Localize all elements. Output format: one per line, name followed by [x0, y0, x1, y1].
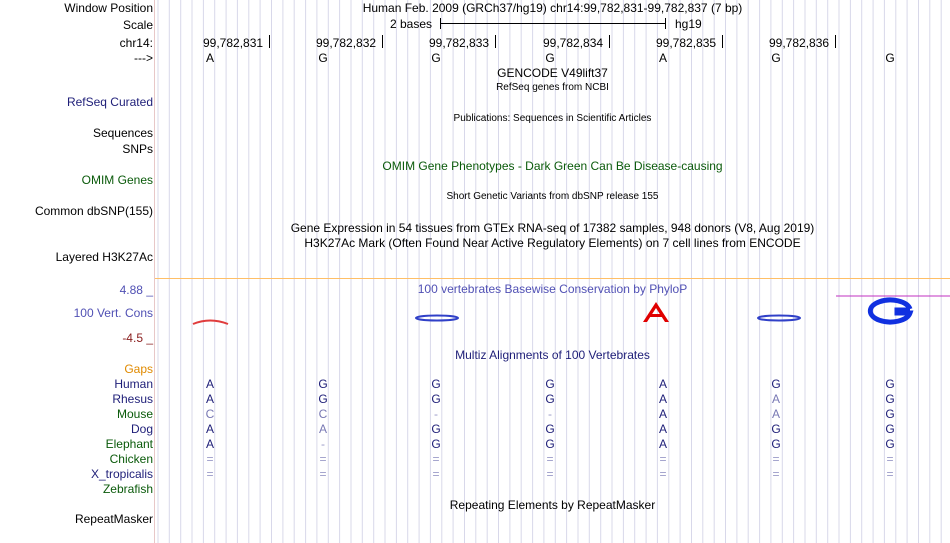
alignment-base: G [885, 422, 895, 436]
alignment-base: - [548, 407, 552, 421]
alignment-base: G [431, 422, 441, 436]
alignment-base: = [659, 452, 667, 466]
alignment-base: G [885, 407, 895, 421]
phylop-track-label[interactable]: 100 Vert. Cons [73, 306, 153, 320]
alignment-base: A [658, 392, 667, 406]
alignment-base: C [205, 407, 215, 421]
gtex-track-title[interactable]: Gene Expression in 54 tissues from GTEx RNA-seq of 17382 samples, 948 donors (V8, Aug 2019) [290, 221, 815, 235]
scale-assembly-text: hg19 [675, 17, 702, 31]
phylop-track-title[interactable]: 100 vertebrates Basewise Conservation by PhyloP [417, 282, 688, 296]
position-label: 99,782,836 [769, 36, 830, 50]
position-label: 99,782,831 [203, 36, 264, 50]
chrom-label: chr14: [119, 36, 153, 50]
omim-track-title[interactable]: OMIM Gene Phenotypes - Dark Green Can Be Disease-causing [382, 159, 723, 173]
alignment-base: C [318, 407, 328, 421]
alignment-base: A [205, 377, 214, 391]
omim-genes-label[interactable]: OMIM Genes [81, 173, 153, 187]
repeatmasker-label[interactable]: RepeatMasker [74, 512, 153, 526]
position-label: 99,782,833 [429, 36, 490, 50]
alignment-base: - [434, 407, 438, 421]
position-tick [495, 35, 496, 48]
alignment-base: G [545, 392, 555, 406]
phylop-base-a-high [643, 302, 669, 322]
alignment-base: A [318, 422, 327, 436]
base-letter: G [771, 51, 781, 65]
window-position-value: Human Feb. 2009 (GRCh37/hg19) chr14:99,782,831-99,782,837 (7 bp) [362, 1, 743, 15]
alignment-base: A [205, 422, 214, 436]
position-tick [609, 35, 610, 48]
species-label[interactable]: Zebrafish [102, 482, 153, 496]
alignment-base: G [545, 377, 555, 391]
alignment-base: G [431, 377, 441, 391]
alignment-base: A [771, 392, 780, 406]
species-label[interactable]: Dog [130, 422, 153, 436]
alignment-base: G [885, 392, 895, 406]
alignment-base: = [206, 467, 214, 481]
base-letter: A [658, 51, 667, 65]
phylop-max-value: 4.88 _ [119, 283, 153, 297]
alignment-base: A [205, 437, 214, 451]
phylop-logo [155, 285, 950, 325]
phylop-base-g-high [870, 300, 910, 322]
track-separator-line [155, 278, 950, 279]
alignment-base: = [886, 467, 894, 481]
alignment-base: - [321, 437, 325, 451]
position-tick [269, 35, 270, 48]
alignment-base: = [659, 467, 667, 481]
scale-bases-text: 2 bases [390, 17, 433, 31]
repeatmasker-track-title[interactable]: Repeating Elements by RepeatMasker [449, 498, 656, 512]
scale-bar-left-end [440, 18, 441, 29]
publications-track-title[interactable]: Publications: Sequences in Scientific Articles [453, 113, 652, 124]
alignment-base: G [431, 392, 441, 406]
scale-bar [440, 23, 666, 24]
alignment-base: A [658, 377, 667, 391]
alignment-base: G [771, 377, 781, 391]
alignment-base: = [772, 467, 780, 481]
alignment-base: G [771, 422, 781, 436]
alignment-base: A [205, 392, 214, 406]
position-label: 99,782,835 [656, 36, 717, 50]
base-letter: G [885, 51, 895, 65]
alignment-base: G [771, 437, 781, 451]
phylop-min-value: -4.5 _ [122, 331, 153, 345]
dbsnp-track-title[interactable]: Short Genetic Variants from dbSNP release 155 [446, 191, 659, 202]
scale-label: Scale [122, 18, 153, 32]
alignment-base: G [318, 392, 328, 406]
alignment-base: = [546, 452, 554, 466]
gencode-track-title[interactable]: GENCODE V49lift37 [497, 66, 608, 80]
alignment-base: = [319, 467, 327, 481]
alignment-base: A [658, 422, 667, 436]
species-label[interactable]: Rhesus [112, 392, 153, 406]
phylop-base-a-bar [650, 314, 662, 317]
refseq-curated-label[interactable]: RefSeq Curated [66, 95, 153, 109]
position-label: 99,782,832 [316, 36, 377, 50]
alignment-base: = [319, 452, 327, 466]
base-letter: G [318, 51, 328, 65]
sequences-label[interactable]: Sequences [92, 126, 153, 140]
species-label[interactable]: Chicken [109, 452, 153, 466]
position-tick [382, 35, 383, 48]
alignment-base: = [546, 467, 554, 481]
phylop-base-g-low [416, 316, 458, 321]
alignment-base: G [545, 422, 555, 436]
alignment-base: G [318, 377, 328, 391]
alignment-base: G [431, 437, 441, 451]
position-tick [835, 35, 836, 48]
alignment-base: G [885, 437, 895, 451]
alignment-base: = [772, 452, 780, 466]
alignment-base: G [885, 377, 895, 391]
h3k27ac-track-title[interactable]: H3K27Ac Mark (Often Found Near Active Regulatory Elements) on 7 cell lines from ENCODE [304, 236, 801, 250]
layered-h3k27ac-label[interactable]: Layered H3K27Ac [55, 250, 153, 264]
species-label[interactable]: Human [114, 377, 153, 391]
species-label[interactable]: Mouse [116, 407, 153, 421]
alignment-base: = [432, 467, 440, 481]
gaps-label[interactable]: Gaps [124, 362, 153, 376]
alignment-base: = [886, 452, 894, 466]
position-label: 99,782,834 [543, 36, 604, 50]
refseq-track-subtitle[interactable]: RefSeq genes from NCBI [496, 82, 609, 93]
alignment-base: G [545, 437, 555, 451]
position-tick [722, 35, 723, 48]
alignment-base: = [432, 452, 440, 466]
alignment-base: A [771, 407, 780, 421]
species-label[interactable]: X_tropicalis [90, 467, 153, 481]
window-position-label: Window Position [64, 1, 153, 15]
phylop-base-g-low [758, 316, 800, 321]
multiz-track-title[interactable]: Multiz Alignments of 100 Vertebrates [455, 348, 650, 362]
alignment-base: = [206, 452, 214, 466]
scale-bar-right-end [665, 18, 666, 29]
species-label[interactable]: Elephant [105, 437, 153, 451]
phylop-base-a-low [193, 321, 228, 325]
base-letter: G [431, 51, 441, 65]
common-dbsnp-label[interactable]: Common dbSNP(155) [34, 204, 153, 218]
alignment-base: A [658, 407, 667, 421]
strand-label: ---> [134, 51, 153, 65]
alignment-base: A [658, 437, 667, 451]
snps-label[interactable]: SNPs [122, 142, 153, 156]
base-letter: G [545, 51, 555, 65]
base-letter: A [205, 51, 214, 65]
